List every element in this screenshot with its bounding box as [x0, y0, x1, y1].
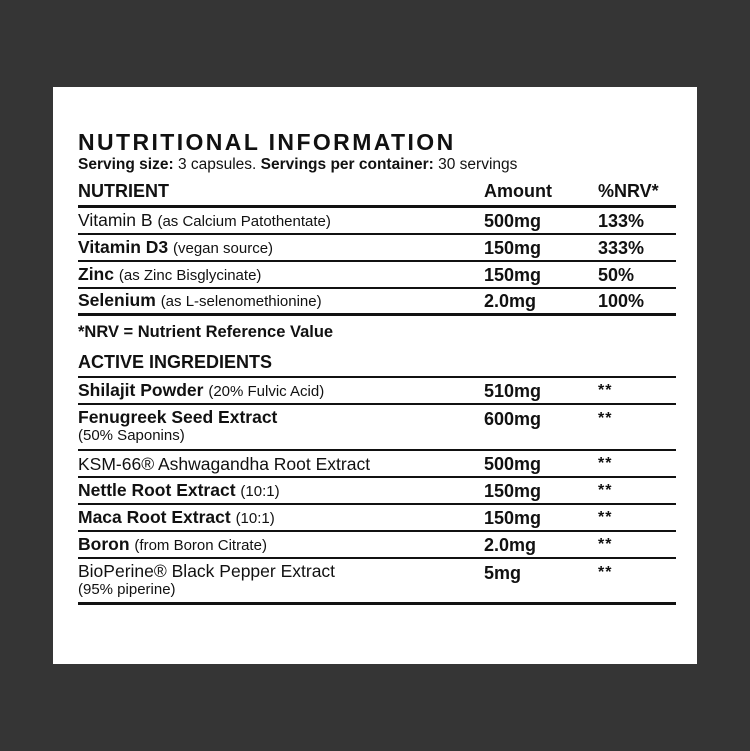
ingredient-row — [78, 532, 676, 559]
ingredient-nrv: ** — [598, 454, 613, 472]
nutrient-row — [78, 262, 676, 289]
header-nutrient: NUTRIENT — [78, 181, 169, 201]
ingredient-name: KSM-66® Ashwagandha Root Extract — [78, 453, 371, 474]
nutrient-row — [78, 235, 676, 262]
ingredient-note: (20% Fulvic Acid) — [208, 382, 325, 400]
ingredient-nrv: ** — [598, 508, 613, 526]
nutrient-nrv: 100% — [598, 291, 645, 311]
nutrient-nrv: 133% — [598, 210, 645, 231]
ingredient-nrv: ** — [598, 381, 613, 399]
header-amount: Amount — [484, 181, 552, 201]
ingredient-row — [78, 378, 676, 405]
ingredient-row — [78, 451, 676, 478]
panel-title: NUTRITIONAL INFORMATION — [78, 129, 456, 155]
ingredient-nrv: ** — [598, 535, 613, 553]
ingredient-amount: 2.0mg — [484, 534, 537, 555]
nutrient-row — [78, 208, 676, 235]
nutrient-name: Vitamin D3 — [78, 236, 169, 257]
ingredient-amount: 5mg — [484, 563, 522, 583]
ingredient-amount: 500mg — [484, 453, 542, 474]
ingredient-note: (10:1) — [235, 509, 275, 527]
active-ingredients-heading: ACTIVE INGREDIENTS — [78, 352, 676, 378]
nutrient-note: (as Zinc Bisglycinate) — [118, 266, 262, 284]
nrv-footnote: *NRV = Nutrient Reference Value — [78, 323, 334, 341]
nutrient-amount: 150mg — [484, 237, 542, 258]
ingredient-note: (50% Saponins) — [78, 427, 185, 444]
ingredient-note: (from Boron Citrate) — [134, 536, 267, 554]
nutrient-name: Zinc — [78, 263, 114, 284]
nutrient-table-header — [78, 178, 676, 208]
ingredient-nrv: ** — [598, 410, 613, 427]
nutrient-row — [78, 289, 676, 316]
ingredient-name: Nettle Root Extract — [78, 479, 236, 500]
header-nrv: %NRV* — [598, 181, 659, 201]
ingredient-name: Shilajit Powder — [78, 379, 204, 400]
servings-per-container-value: 30 servings — [438, 156, 518, 173]
ingredient-note: (10:1) — [240, 482, 280, 500]
nutrient-note: (vegan source) — [173, 239, 274, 257]
ingredient-row — [78, 559, 676, 605]
serving-size-label: Serving size: — [78, 156, 174, 173]
nutrition-panel — [78, 129, 676, 605]
ingredient-amount: 600mg — [484, 409, 542, 429]
serving-size-value: 3 capsules. — [177, 156, 257, 173]
ingredient-name: BioPerine® Black Pepper Extract — [78, 561, 336, 581]
ingredient-name: Maca Root Extract — [78, 506, 231, 527]
ingredient-amount: 510mg — [484, 380, 542, 401]
ingredient-amount: 150mg — [484, 507, 542, 528]
ingredient-nrv: ** — [598, 564, 613, 581]
ingredient-nrv: ** — [598, 481, 613, 499]
nutrition-label-card — [53, 87, 697, 664]
serving-info — [78, 156, 676, 174]
nutrient-name: Selenium — [78, 290, 156, 310]
nutrient-amount: 2.0mg — [484, 291, 537, 311]
nutrient-nrv: 333% — [598, 237, 645, 258]
ingredient-amount: 150mg — [484, 480, 542, 501]
nutrient-name: Vitamin B — [78, 209, 153, 230]
ingredient-name: Fenugreek Seed Extract — [78, 407, 278, 427]
nutrient-amount: 150mg — [484, 264, 542, 285]
nutrient-nrv: 50% — [598, 264, 635, 285]
ingredient-row — [78, 405, 676, 451]
ingredient-note: (95% piperine) — [78, 581, 176, 598]
ingredient-name: Boron — [78, 533, 130, 554]
nutrient-note: (as Calcium Patothentate) — [157, 212, 331, 230]
nutrient-note: (as L-selenomethionine) — [160, 293, 322, 310]
ingredient-row — [78, 505, 676, 532]
servings-per-container-label: Servings per container: — [260, 156, 434, 173]
nutrient-amount: 500mg — [484, 210, 542, 231]
ingredient-row — [78, 478, 676, 505]
